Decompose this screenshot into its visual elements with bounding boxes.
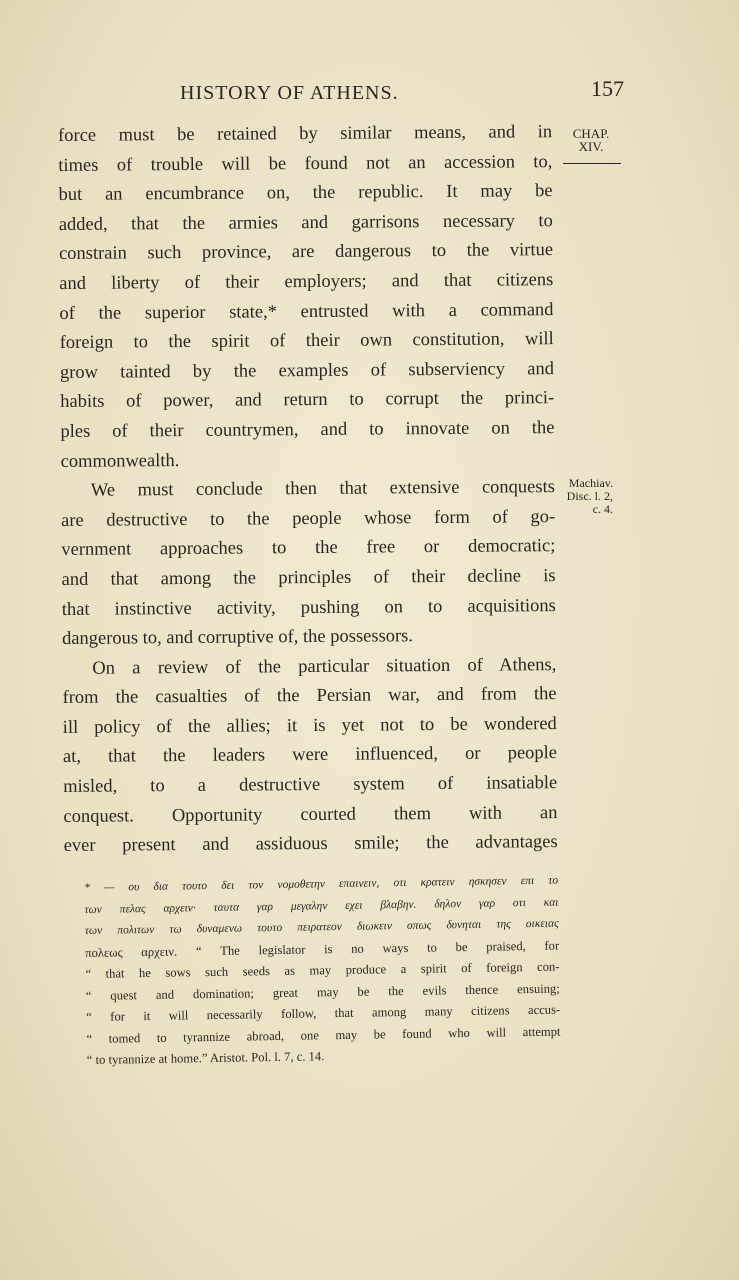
text-line: are destructive to the people whose form of go- bbox=[61, 506, 556, 531]
text-line: ples of their countrymen, and to innovate on the bbox=[60, 418, 555, 442]
body-text bbox=[58, 118, 558, 862]
text-line: misled, to a destructive system of insatiable bbox=[63, 773, 558, 798]
text-line: foreign to the spirit of their own constitution, will bbox=[59, 329, 554, 354]
paragraph-start: We must conclude then that extensive conquests bbox=[90, 477, 555, 501]
footnote-line: “ quest and domination; great may be the evils thence ensuing; bbox=[85, 981, 560, 1003]
text-line: habits of power, and return to corrupt the princi- bbox=[60, 388, 555, 413]
marginal-citation bbox=[551, 477, 613, 516]
footnote-line: “ to tyrannize at home.” Aristot. Pol. l. 7, c. 14. bbox=[86, 1049, 325, 1067]
footnote-line: “ that he sows such seeds as may produce a spirit of foreign con- bbox=[85, 959, 560, 981]
footnote-line: “ for it will necessarily follow, that among many citizens accus- bbox=[86, 1002, 561, 1024]
text-line: at, that the leaders were influenced, or people bbox=[62, 743, 558, 768]
footnote-line: των πελας αρχειν· ταυτα γαρ μεγαλην εχει βλαβην. δηλον γαρ οτι και bbox=[84, 896, 559, 916]
text-line: constrain such province, are dangerous to the virtue bbox=[58, 240, 554, 265]
text-line: and liberty of their employers; and that citizens bbox=[59, 270, 554, 294]
chapter-rule bbox=[563, 163, 621, 164]
text-line: from the casualties of the Persian war, and from the bbox=[62, 684, 557, 709]
chapter-label: CHAP. bbox=[572, 126, 610, 141]
chapter-marginal bbox=[561, 127, 621, 164]
footnote bbox=[84, 871, 561, 1072]
text-line: vernment approaches to the free or democratic; bbox=[61, 536, 556, 561]
text-line: of the superior state,* entrusted with a command bbox=[59, 299, 554, 324]
text-line: added, that the armies and garrisons necessary to bbox=[58, 210, 553, 235]
text-line: conquest. Opportunity courted them with an bbox=[63, 802, 558, 827]
footnote-line: “ tomed to tyrannize abroad, one may be found who will attempt bbox=[86, 1024, 561, 1046]
text-line: grow tainted by the examples of subserviency and bbox=[59, 358, 555, 383]
running-header: HISTORY OF ATHENS. bbox=[180, 82, 399, 104]
footnote-line: πολεως αρχειν. “ The legislator is no ways to be praised, for bbox=[85, 938, 560, 960]
footnote-line: * — ου δια τουτο δει τον νομοθετην επαινειν, οτι κρατειν ησκησεν επι το bbox=[84, 874, 559, 894]
citation-line: c. 4. bbox=[592, 502, 613, 516]
page-number: 157 bbox=[591, 76, 624, 101]
citation-line: Machiav. bbox=[568, 476, 613, 490]
text-line: times of trouble will be found not an accession to, bbox=[58, 151, 553, 176]
text-line: ill policy of the allies; it is yet not to be wondered bbox=[62, 713, 557, 738]
text-line: and that among the principles of their decline is bbox=[61, 566, 556, 590]
text-line: but an encumbrance on, the republic. It may be bbox=[58, 181, 553, 206]
paragraph-start: On a review of the particular situation of Athens, bbox=[92, 654, 557, 679]
chapter-number: XIV. bbox=[578, 139, 604, 154]
text-line: ever present and assiduous smile; the advantages bbox=[63, 832, 558, 857]
citation-line: Disc. l. 2, bbox=[566, 489, 613, 503]
text-line: dangerous to, and corruptive of, the possessors. bbox=[61, 626, 414, 650]
text-line: commonwealth. bbox=[60, 450, 180, 472]
text-line: that instinctive activity, pushing on to acquisitions bbox=[61, 595, 556, 620]
footnote-line: των πολιτων τω δυναμενω τουτο πειρατεον διωκειν οπως δυνηται της οικειας bbox=[84, 917, 559, 937]
text-line: force must be retained by similar means, and in bbox=[58, 122, 553, 146]
